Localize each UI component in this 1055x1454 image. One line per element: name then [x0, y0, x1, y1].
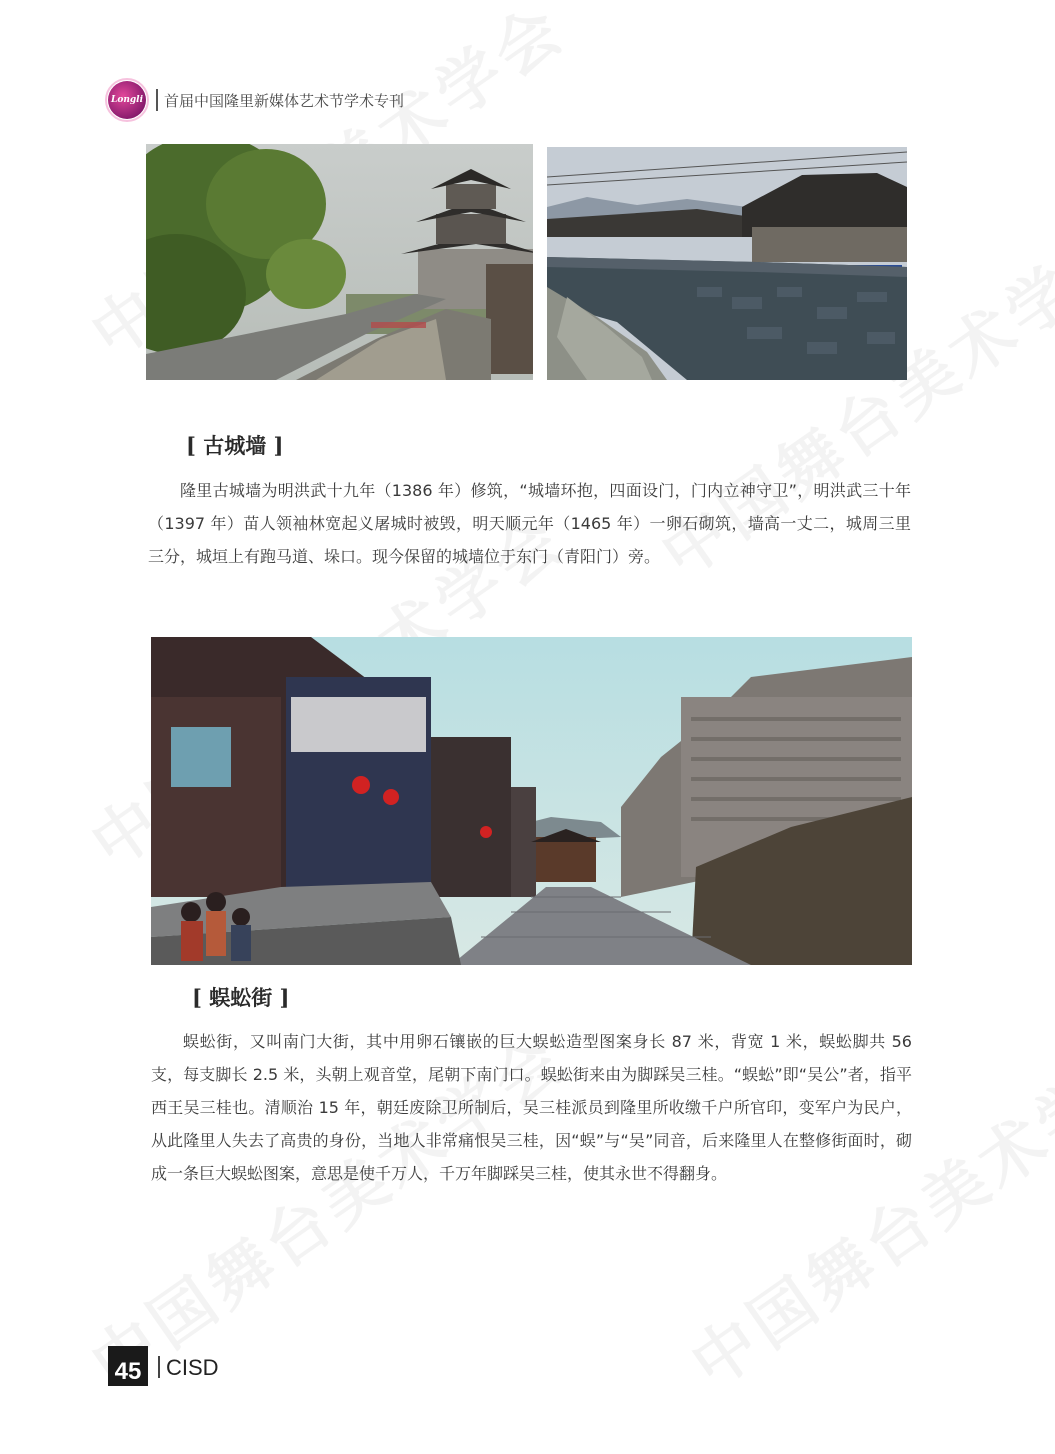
page-footer	[108, 1346, 219, 1386]
section-paragraph-city-wall	[148, 474, 911, 573]
paragraph-text: 隆里古城墙为明洪武十九年（1386 年）修筑，“城墙环抱，四面设门，门内立神守卫”，明洪武三十年（1397 年）苗人领袖林宽起义屠城时被毁，明天顺元年（1465 年）一卵石砌筑，墙高一丈二，城周三里三分，城垣上有跑马道、垛口。现今保留的城墙位于东门（青阳门）旁。	[148, 481, 911, 566]
photo-centipede-street	[151, 637, 912, 965]
paragraph-text: 蜈蚣街，又叫南门大街，其中用卵石镶嵌的巨大蜈蚣造型图案身长 87 米，背宽 1 米，蜈蚣脚共 56 支，每支脚长 2.5 米，头朝上观音堂，尾朝下南门口。蜈蚣街来由为脚踩吴三桂。“蜈蚣”即“吴公”者，指平西王吴三桂也。清顺治 15 年，朝廷废除卫所制后，吴三桂派员到隆里所收缴千户所官印，变军户为民户，从此隆里人失去了高贵的身份，当地人非常痛恨吴三桂，因“蜈”与“吴”同音，后来隆里人在整修街面时，砌成一条巨大蜈蚣图案，意思是使千万人，千万年脚踩吴三桂，使其永世不得翻身。	[151, 1032, 912, 1183]
publication-name: CISD	[166, 1355, 219, 1380]
header-divider	[156, 89, 158, 111]
photo-stone-wall-walkway	[547, 147, 907, 380]
festival-logo	[108, 81, 146, 119]
page-header	[108, 78, 404, 122]
section-title-city-wall: [ 古城墙 ]	[186, 433, 284, 458]
page-number: 45	[108, 1346, 148, 1386]
logo-text: Longli	[110, 95, 143, 105]
section-title-centipede-street: [ 蜈蚣街 ]	[192, 985, 290, 1010]
journal-title: 首届中国隆里新媒体艺术节学术专刊	[164, 91, 405, 110]
footer-divider	[158, 1356, 160, 1378]
photo-city-wall-tower	[146, 144, 533, 380]
section-paragraph-centipede-street	[151, 1025, 912, 1190]
